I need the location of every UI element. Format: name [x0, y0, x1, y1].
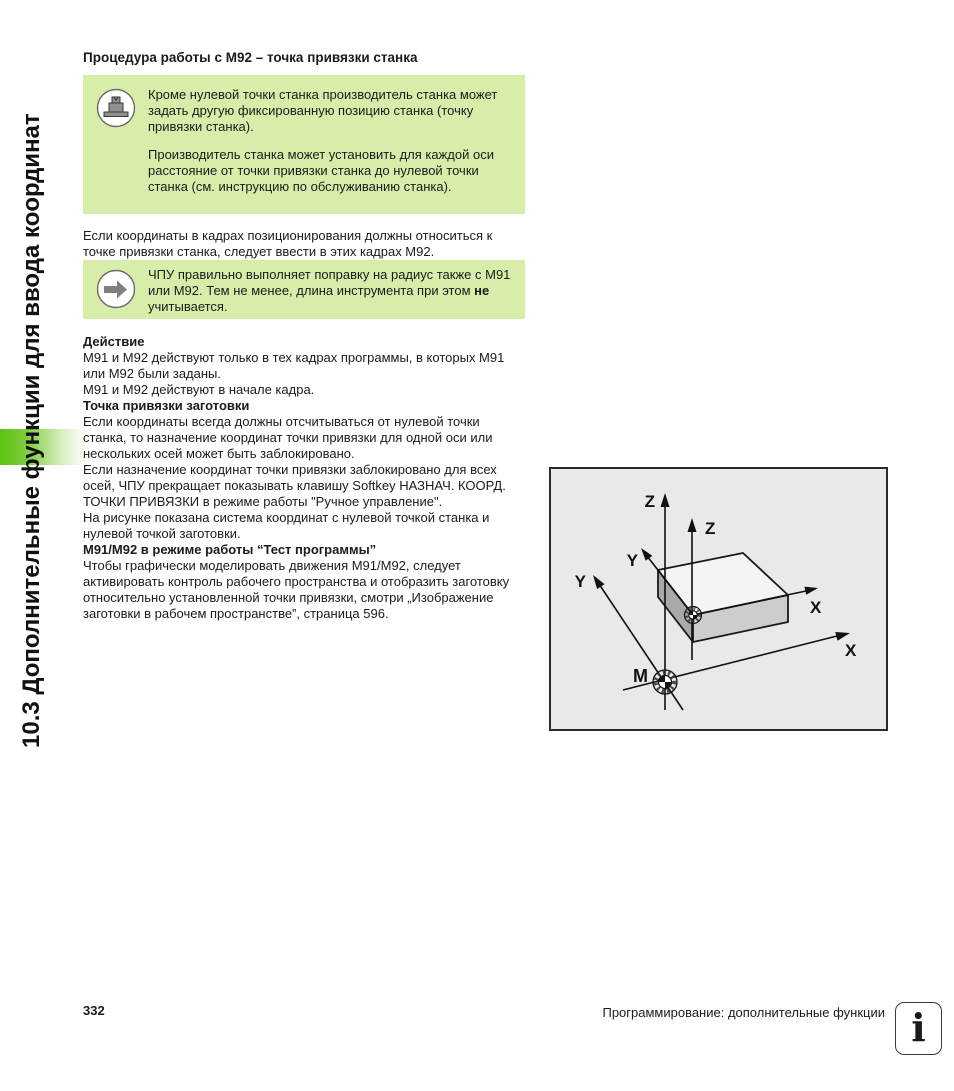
note-text-before: ЧПУ правильно выполняет поправку на радиус также с M91 или M92. Тем не менее, длина инструмента при этом — [148, 267, 511, 298]
workpiece-x-label: X — [810, 598, 822, 617]
machine-z-label: Z — [644, 492, 655, 511]
body-paragraph: M91 и M92 действуют только в тех кадрах программы, в которых M91 или M92 были заданы. — [83, 350, 505, 381]
note-text — [148, 75, 515, 195]
note-paragraph — [148, 267, 515, 315]
body-paragraph: M91 и M92 действуют в начале кадра. — [83, 382, 315, 397]
machine-icon — [96, 88, 136, 128]
note-paragraph: Кроме нулевой точки станка производитель станка может задать другую фиксированную позицию станка (точку привязки станка). — [148, 87, 498, 134]
note-bold-word: не — [474, 283, 490, 298]
body-paragraph: Если назначение координат точки привязки заблокировано для всех осей, ЧПУ прекращает показывать клавишу Softkey НАЗНАЧ. КООРД. ТОЧКИ ПРИВЯЗКИ в режиме работы "Ручное управление". — [83, 462, 506, 509]
machine-function-note — [83, 75, 525, 214]
page-heading: Процедура работы с M92 – точка привязки станка — [83, 50, 418, 65]
intro-paragraph: Если координаты в кадрах позиционирования должны относиться к точке привязки станка, следует ввести в этих кадрах M92. — [83, 228, 493, 259]
note-paragraph: Производитель станка может установить для каждой оси расстояние от точки привязки станка до нулевой точки станка (см. инструкцию по обслуживанию станка). — [148, 147, 494, 194]
footer-book-title: Программирование: дополнительные функции — [602, 1005, 885, 1020]
workpiece-z-label: Z — [705, 519, 716, 538]
section-heading-action: Действие — [83, 334, 145, 349]
radius-compensation-note — [83, 260, 525, 319]
chapter-title-vertical: 10.3 Дополнительные функции для ввода координат — [18, 113, 45, 748]
machine-y-label: Y — [574, 572, 586, 591]
page-number: 332 — [83, 1003, 105, 1018]
machine-origin-label: M — [633, 666, 648, 686]
section-heading-test-run: M91/M92 в режиме работы “Тест программы” — [83, 542, 377, 557]
body-paragraph: Если координаты всегда должны отсчитываться от нулевой точки станка, то назначение координат точки привязки для одной оси или нескольких осей может быть заблокировано. — [83, 414, 493, 461]
coordinate-system-diagram — [549, 467, 888, 731]
note-text — [148, 260, 515, 315]
note-text-after: учитывается. — [148, 299, 228, 314]
info-icon — [895, 1002, 942, 1055]
body-paragraph: На рисунке показана система координат с нулевой точкой станка и нулевой точкой заготовки. — [83, 510, 490, 541]
arrow-icon — [96, 269, 136, 309]
section-heading-workpiece-datum: Точка привязки заготовки — [83, 398, 250, 413]
workpiece-y-label: Y — [626, 551, 638, 570]
info-icon-glyph: i — [911, 1004, 926, 1050]
body-paragraph: Чтобы графически моделировать движения M91/M92, следует активировать контроль рабочего пространства и отобразить заготовку относительно установленной точки привязки, смотри „Изображение заготовки в рабочем пространстве”, страница 596. — [83, 558, 510, 621]
main-content — [83, 50, 525, 622]
machine-x-label: X — [845, 641, 857, 660]
